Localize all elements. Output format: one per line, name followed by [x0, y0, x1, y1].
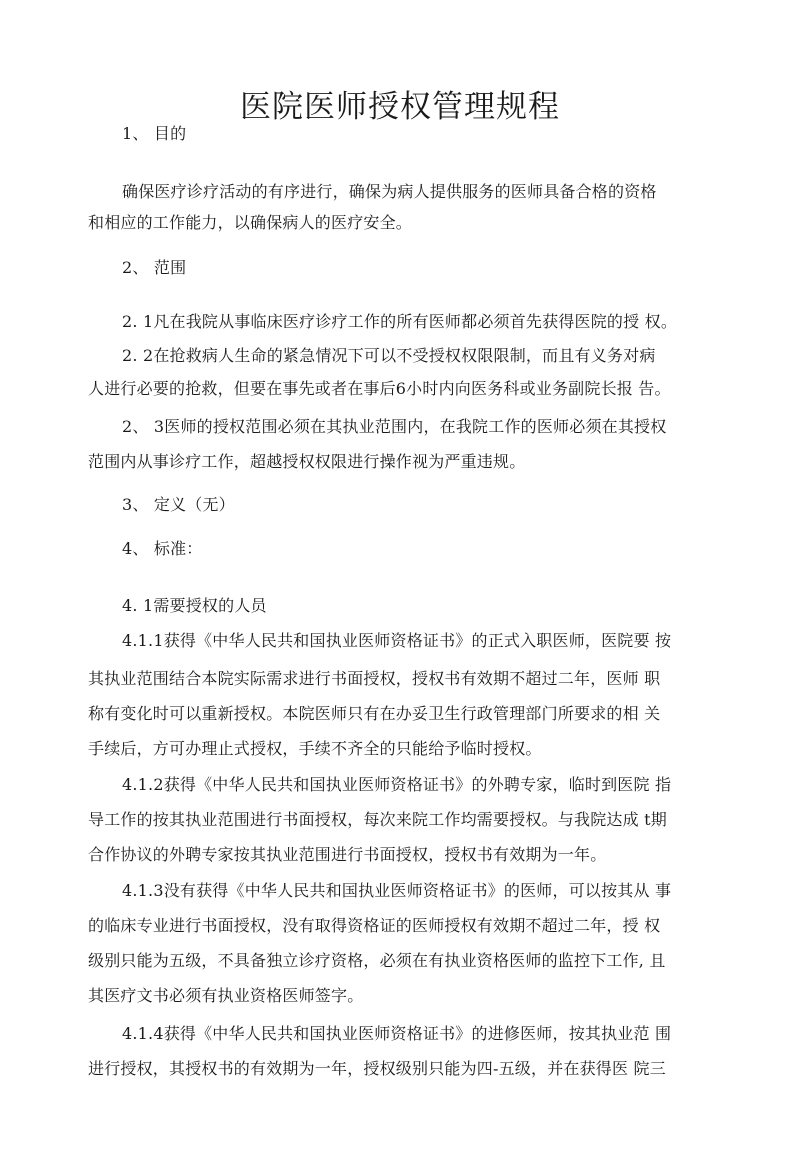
paragraph-line: 手续后，方可办理止式授权，手续不齐全的只能给予临时授权。 [88, 739, 542, 758]
paragraph-line: 其执业范围结合本院实际需求进行书面授权，授权书有效期不超过二年，医师 职 [88, 669, 661, 688]
paragraph-line: 4.1.2获得《中华人民共和国执业医师资格证书》的外聘专家，临时到医院 指 [122, 775, 672, 794]
paragraph-line: 2. 1凡在我院从事临床医疗诊疗工作的所有医师都必须首先获得医院的授 权。 [122, 312, 678, 331]
paragraph-line: 4.1.1获得《中华人民共和国执业医师资格证书》的正式入职医师，医院要 按 [122, 631, 672, 650]
paragraph-line: 2、 3医师的授权范围必须在其执业范围内，在我院工作的医师必须在其授权 [122, 417, 667, 436]
paragraph-line: 人进行必要的抢救，但要在事先或者在事后6小时内向医务科或业务副院长报 告。 [88, 379, 671, 398]
paragraph-line: 4.1.4获得《中华人民共和国执业医师资格证书》的进修医师，按其执业范 围 [122, 1024, 672, 1043]
paragraph-line: 4.1.3没有获得《中华人民共和国执业医师资格证书》的医师，可以按其从 事 [122, 881, 672, 900]
section-4-heading: 4、 标准： [122, 539, 203, 558]
paragraph-line: 合作协议的外聘专家按其执业范围进行书面授权，授权书有效期为一年。 [88, 845, 607, 864]
paragraph-line: 称有变化时可以重新授权。本院医师只有在办妥卫生行政管理部门所要求的相 关 [88, 704, 661, 723]
paragraph-line: 范围内从事诊疗工作，超越授权权限进行操作视为严重违规。 [88, 452, 526, 471]
document-title: 医院医师授权管理规程 [240, 88, 560, 125]
subsection-heading: 4. 1需要授权的人员 [122, 596, 267, 615]
paragraph-line: 确保医疗诊疗活动的有序进行，确保为病人提供服务的医师具备合格的资格 [122, 182, 657, 201]
paragraph-line: 导工作的按其执业范围进行书面授权，每次来院工作均需要授权。与我院达成 t期 [88, 810, 667, 829]
paragraph-line: 其医疗文书必须有执业资格医师签字。 [88, 986, 364, 1005]
paragraph-line: 和相应的工作能力，以确保病人的医疗安全。 [88, 213, 413, 232]
paragraph-line: 级别只能为五级，不具备独立诊疗资格，必须在有执业资格医师的监控下工作, 且 [88, 951, 666, 970]
paragraph-line: 2. 2在抢救病人生命的紧急情况下可以不受授权权限限制，而且有义务对病 [122, 346, 656, 365]
paragraph-line: 的临床专业进行书面授权，没有取得资格证的医师授权有效期不超过二年，授 权 [88, 916, 661, 935]
section-3-heading: 3、 定义（无） [122, 495, 235, 514]
paragraph-line: 进行授权，其授权书的有效期为一年，授权级别只能为四-五级，并在获得医 院三 [88, 1059, 666, 1078]
section-2-heading: 2、 范围 [122, 258, 187, 277]
section-1-heading: 1、 目的 [122, 124, 187, 143]
